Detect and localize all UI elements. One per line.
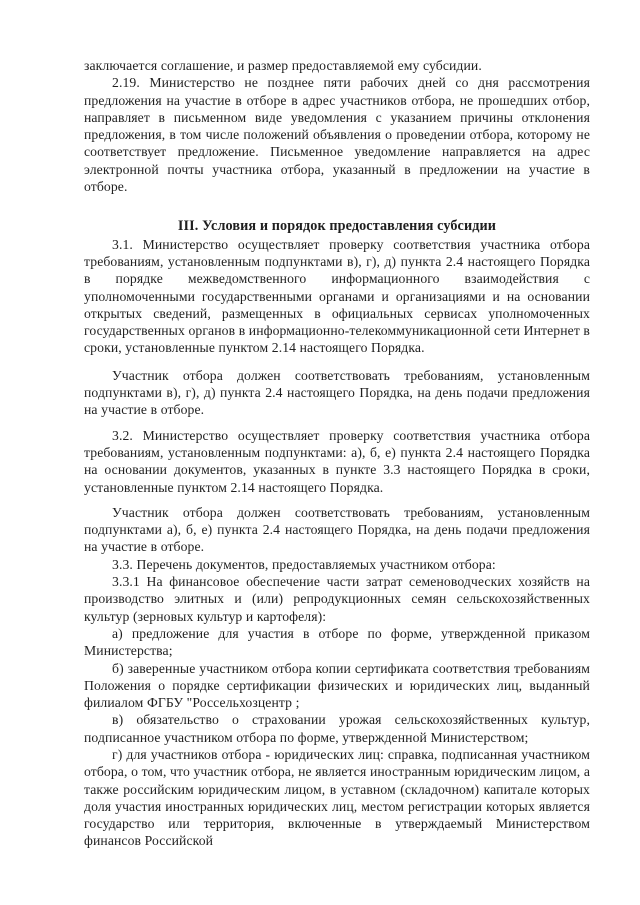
paragraph-3-1: 3.1. Министерство осуществляет проверку соответствия участника отбора требованиям, установленным подпунктами в), г), д) пункта 2.4 настоящего Порядка в порядке межведомственного информационного взаимодействия с уполномоченными государственными органами и организациями и на основании открытых сведений, размещенных в официальных сервисах уполномоченных государственных органов в информационно-телекоммуникационной сети Интернет в сроки, установленные пунктом 2.14 настоящего Порядка. — [84, 236, 590, 356]
list-item-g: г) для участников отбора - юридических лиц: справка, подписанная участником отбора, о том, что участник отбора, не является иностранным юридическим лицом, а также российским юридическим лицом, в уставном (складочном) капитале которых доля участия иностранных юридических лиц, местом регистрации которых является государство или территория, включенные в утверждаемый Министерством финансов Российской — [84, 746, 590, 849]
section-heading: III. Условия и порядок предоставления субсидии — [177, 218, 497, 235]
paragraph-3-2: 3.2. Министерство осуществляет проверку соответствия участника отбора требованиям, установленным подпунктами: а), б, е) пункта 2.4 настоящего Порядка на основании документов, указанных в пункте 3.3 настоящего Порядка в сроки, установленные пунктом 2.14 настоящего Порядка. — [84, 427, 590, 495]
paragraph-3-1-requirement: Участник отбора должен соответствовать требованиям, установленным подпунктами в), г), д) пункта 2.4 настоящего Порядка, на день подачи предложения на участие в отборе. — [84, 367, 590, 418]
paragraph-3-3: 3.3. Перечень документов, предоставляемых участником отбора: — [112, 556, 496, 572]
paragraph-3-2-requirement: Участник отбора должен соответствовать требованиям, установленным подпунктами а), б, е) пункта 2.4 настоящего Порядка, на день подачи предложения на участие в отборе. — [84, 504, 590, 555]
list-item-a: а) предложение для участия в отборе по форме, утвержденной приказом Министерства; — [84, 625, 590, 659]
paragraph-2-19: 2.19. Министерство не позднее пяти рабочих дней со дня рассмотрения предложения на участие в отборе в адрес участников отбора, не прошедших отбор, направляет в письменном виде уведомления с указанием причины отклонения предложения, в том числе положений объявления о проведении отбора, которому не соответствует предложение. Письменное уведомление направляется на адрес электронной почты участника отбора, указанный в предложении на участие в отборе. — [84, 75, 590, 195]
paragraph-3-3-1: 3.3.1 На финансовое обеспечение части затрат семеноводческих хозяйств на производство элитных и (или) репродукционных семян сельскохозяйственных культур (зерновых культур и картофеля): — [84, 574, 590, 624]
paragraph-2-18-end: заключается соглашение, и размер предоставляемой ему субсидии. — [84, 58, 482, 73]
list-item-b: б) заверенные участником отбора копии сертификата соответствия требованиям Положения о порядке сертификации физических и юридических лиц, выданный филиалом ФГБУ "Россельхозцентр ; — [84, 660, 590, 711]
list-item-v: в) обязательство о страховании урожая сельскохозяйственных культур, подписанное участником отбора по форме, утвержденной Министерством; — [84, 712, 590, 745]
